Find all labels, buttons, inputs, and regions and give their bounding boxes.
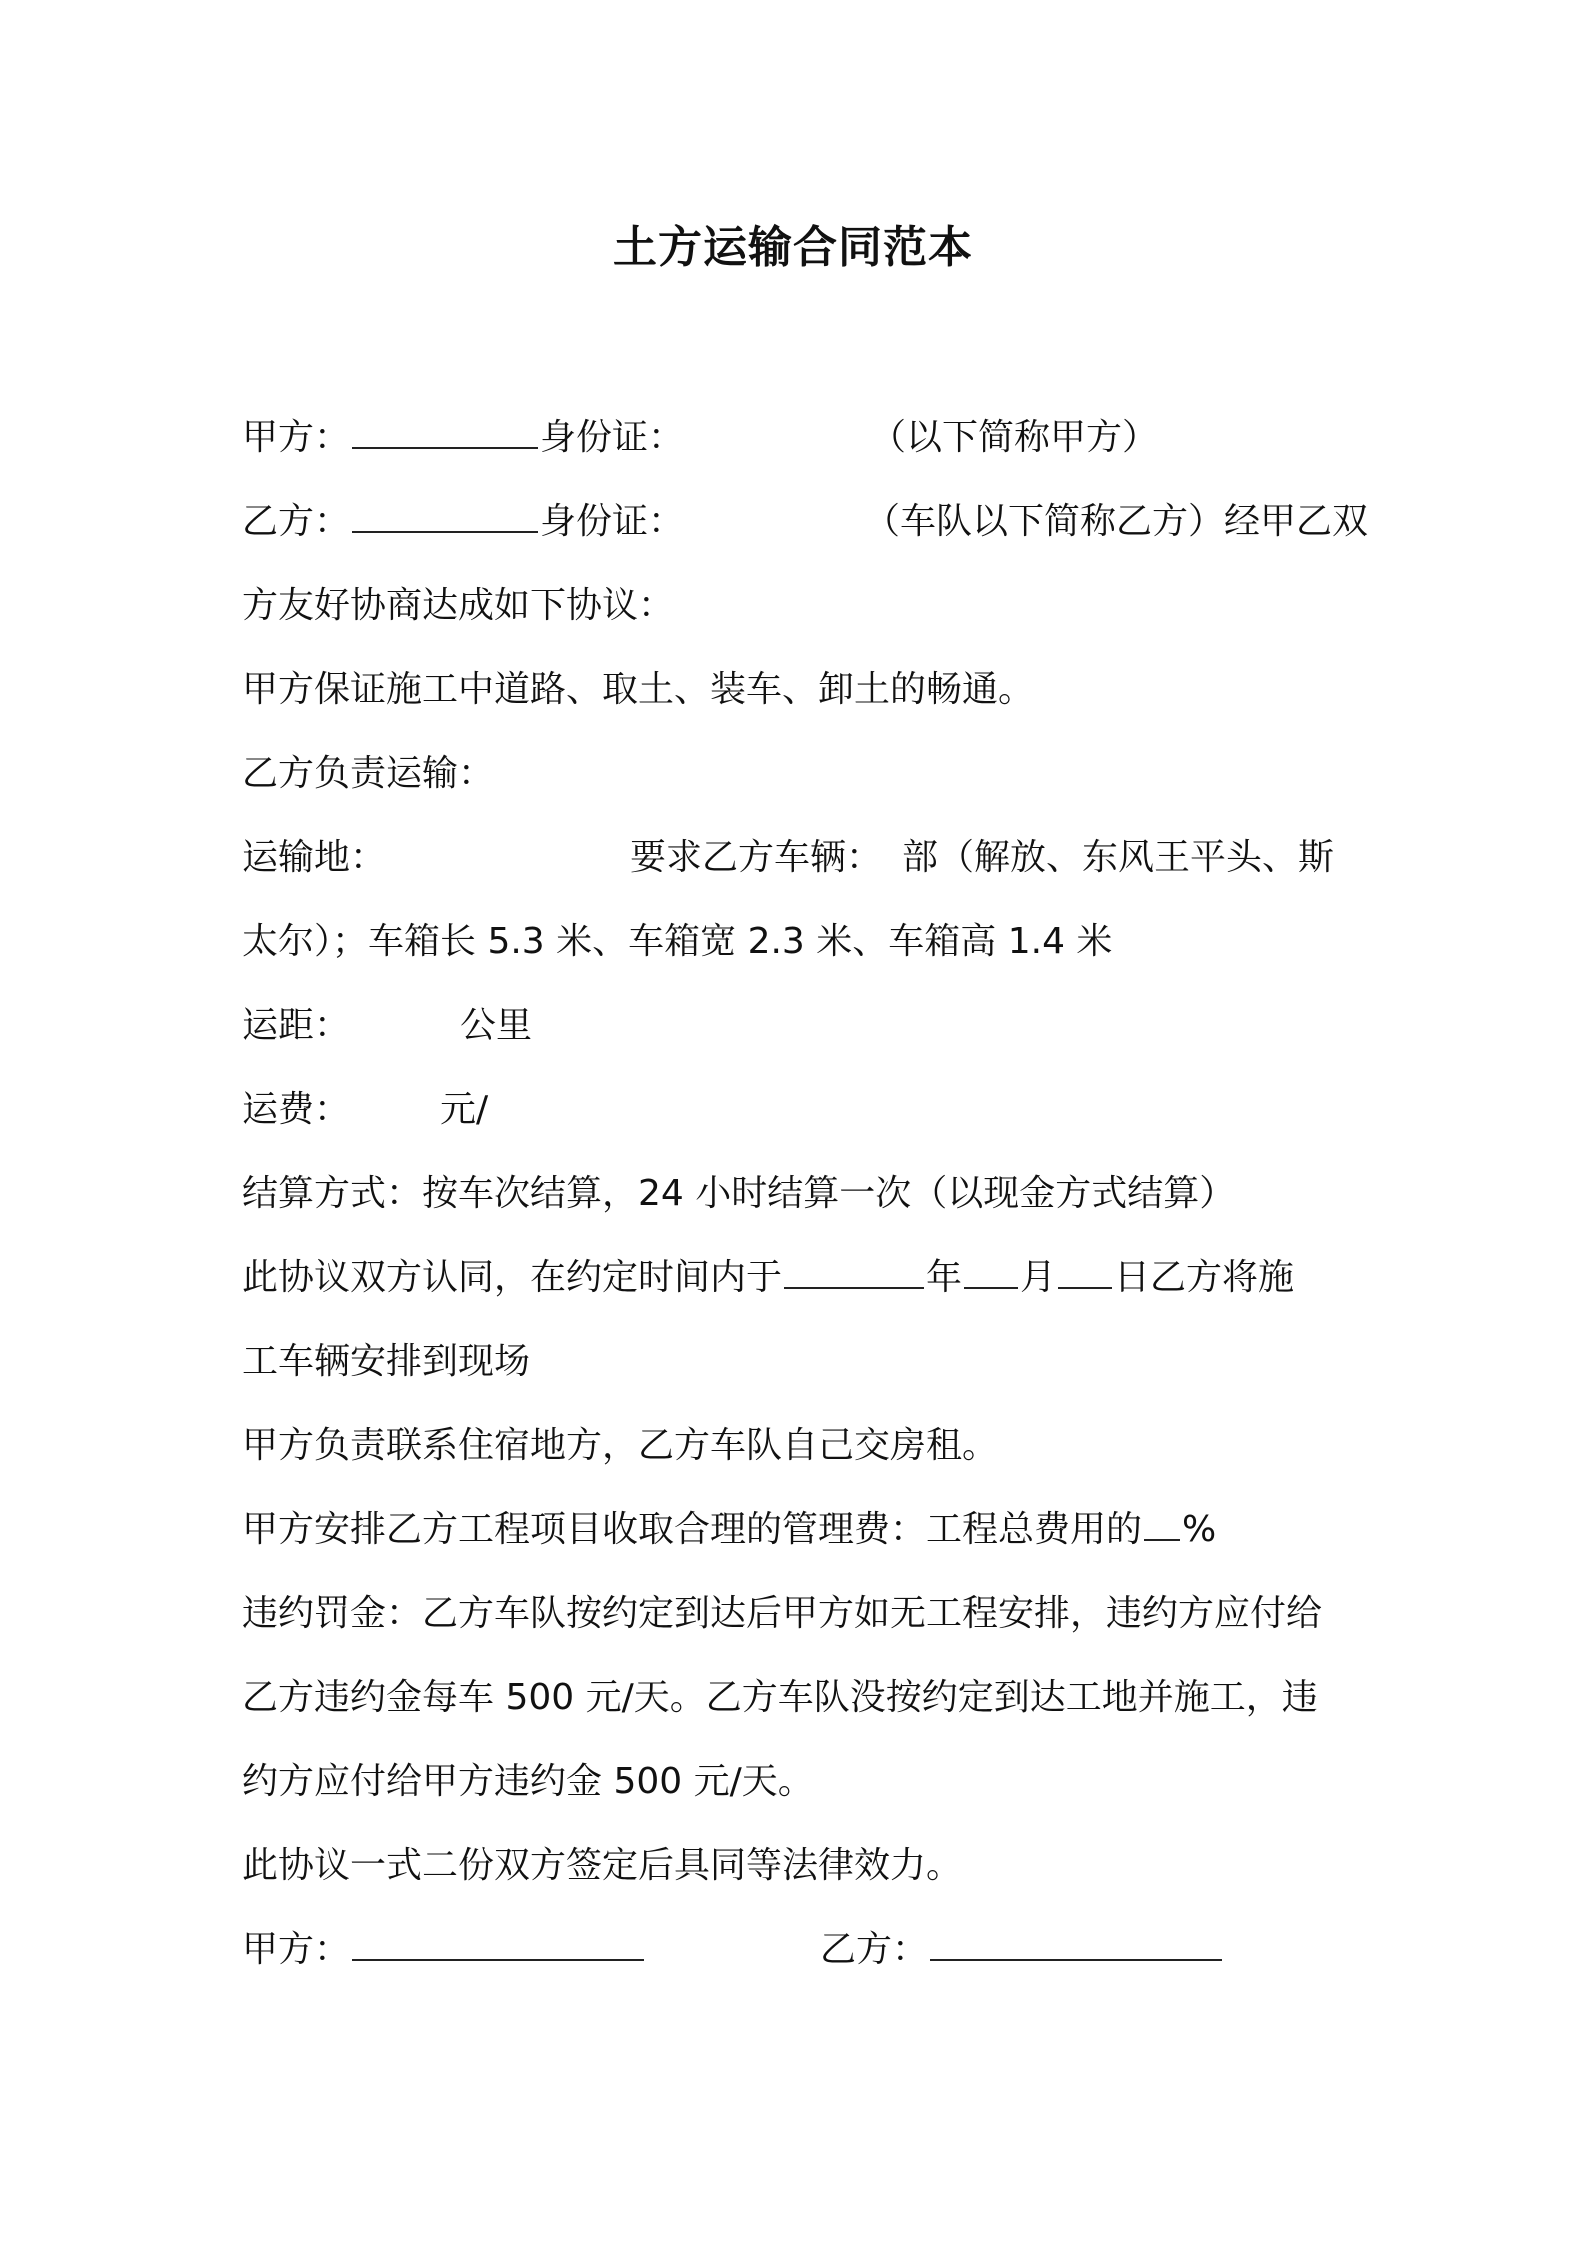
validity-clause: 此协议一式二份双方签定后具同等法律效力。 bbox=[242, 1845, 963, 1886]
party-b-id-label: 身份证： bbox=[540, 501, 685, 542]
vehicle-types: 部（解放、东风王平头、斯 bbox=[902, 837, 1335, 878]
schedule-text: 此协议双方认同，在约定时间内于 bbox=[242, 1257, 783, 1298]
party-a-alias: （以下简称甲方） bbox=[870, 417, 1159, 458]
day-blank[interactable] bbox=[1058, 1251, 1112, 1289]
signature-row bbox=[242, 1920, 1362, 2004]
year-label: 年 bbox=[926, 1257, 963, 1298]
party-a-signature-blank[interactable] bbox=[352, 1923, 644, 1961]
month-label: 月 bbox=[1020, 1257, 1057, 1298]
penalty-line-2: 乙方违约金每车 500 元/天。乙方车队没按约定到达工地并施工，违 bbox=[242, 1677, 1318, 1718]
transport-location-label: 运输地： bbox=[242, 837, 387, 878]
clause-road-access: 甲方保证施工中道路、取土、装车、卸土的畅通。 bbox=[242, 669, 1035, 710]
percent-sign: % bbox=[1182, 1509, 1217, 1550]
schedule-continued: 工车辆安排到现场 bbox=[242, 1341, 531, 1382]
freight-line bbox=[242, 1080, 1362, 1164]
party-b-line bbox=[242, 492, 1369, 576]
distance-unit: 公里 bbox=[460, 1005, 533, 1046]
party-a-name-blank[interactable] bbox=[352, 411, 538, 449]
party-b-alias: （车队以下简称乙方）经甲乙双 bbox=[864, 501, 1369, 542]
party-a-id-label: 身份证： bbox=[540, 417, 685, 458]
clause-accommodation: 甲方负责联系住宿地方，乙方车队自己交房租。 bbox=[242, 1425, 999, 1466]
party-a-signature bbox=[242, 1920, 646, 1980]
distance-line bbox=[242, 996, 1362, 1080]
party-a-signature-label: 甲方： bbox=[242, 1929, 351, 1970]
clause-transport: 乙方负责运输： bbox=[242, 753, 495, 794]
contract-body bbox=[242, 408, 1369, 2004]
penalty-line-1: 违约罚金：乙方车队按约定到达后甲方如无工程安排，违约方应付给 bbox=[242, 1593, 1323, 1634]
party-a-label: 甲方： bbox=[242, 417, 351, 458]
party-b-label: 乙方： bbox=[242, 501, 351, 542]
party-a-line bbox=[242, 408, 1362, 492]
transport-location-line bbox=[242, 828, 1362, 912]
vehicle-dimensions: 太尔）；车箱长 5.3 米、车箱宽 2.3 米、车箱高 1.4 米 bbox=[242, 921, 1113, 962]
party-b-signature-label: 乙方： bbox=[820, 1929, 929, 1970]
document-title: 土方运输合同范本 bbox=[613, 222, 973, 273]
freight-label: 运费： bbox=[242, 1089, 351, 1130]
schedule-line bbox=[242, 1248, 1362, 1332]
year-blank[interactable] bbox=[784, 1251, 924, 1289]
vehicle-requirement-label: 要求乙方车辆： bbox=[630, 837, 883, 878]
management-fee-text: 甲方安排乙方工程项目收取合理的管理费：工程总费用的 bbox=[242, 1509, 1143, 1550]
agreement-intro: 方友好协商达成如下协议： bbox=[242, 585, 675, 626]
party-b-signature bbox=[820, 1920, 1224, 1980]
party-b-name-blank[interactable] bbox=[352, 495, 538, 533]
party-b-signature-blank[interactable] bbox=[930, 1923, 1222, 1961]
day-text: 日乙方将施 bbox=[1114, 1257, 1295, 1298]
distance-label: 运距： bbox=[242, 1005, 351, 1046]
management-fee-line bbox=[242, 1500, 1362, 1584]
freight-unit: 元/ bbox=[440, 1089, 489, 1130]
month-blank[interactable] bbox=[964, 1251, 1018, 1289]
penalty-line-3: 约方应付给甲方违约金 500 元/天。 bbox=[242, 1761, 814, 1802]
management-fee-blank[interactable] bbox=[1144, 1503, 1180, 1541]
settlement-method: 结算方式：按车次结算，24 小时结算一次（以现金方式结算） bbox=[242, 1173, 1236, 1214]
